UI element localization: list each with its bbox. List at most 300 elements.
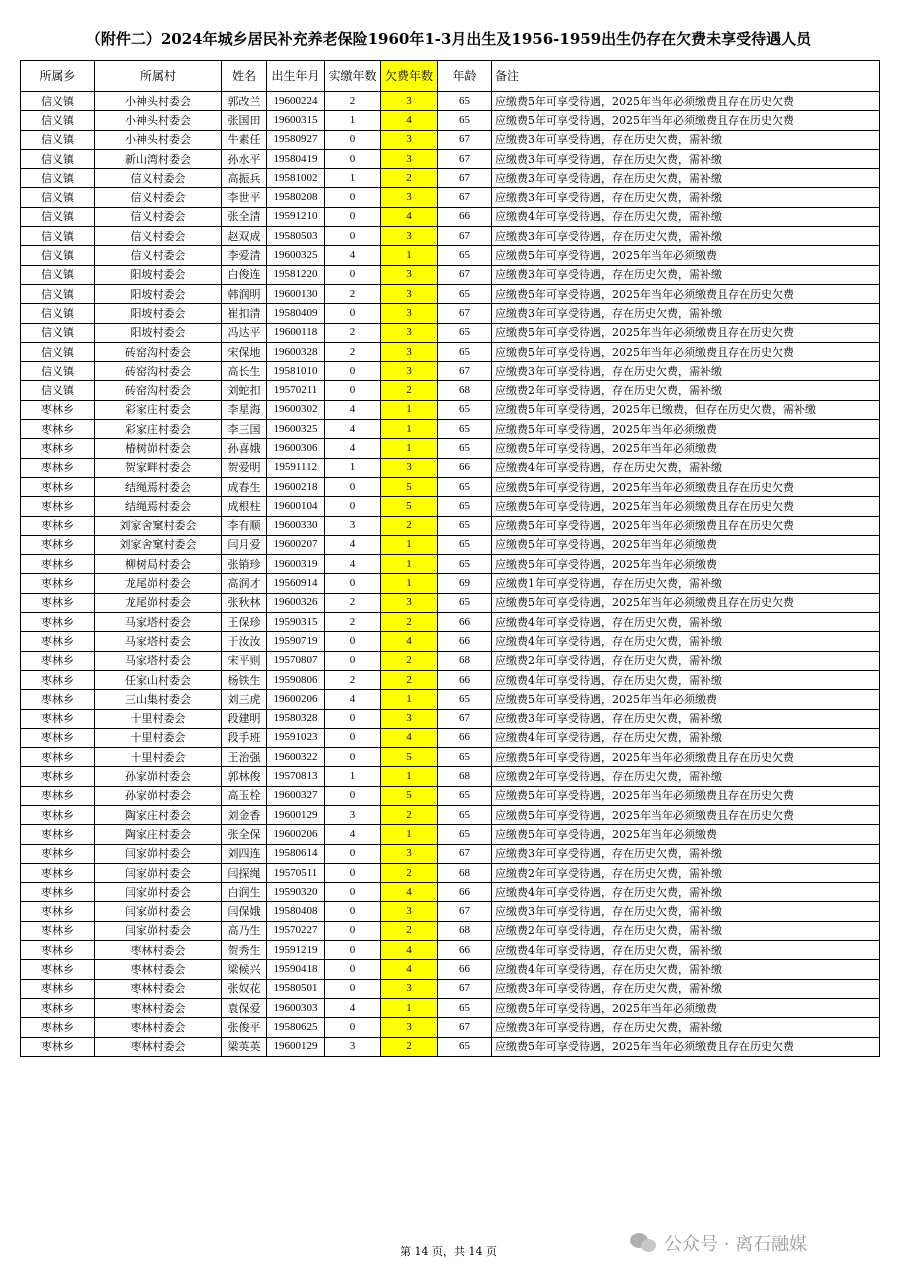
cell-village: 刘家舍窠村委会 [95,535,222,554]
cell-arrears-years: 3 [381,844,438,863]
cell-village: 阳坡村委会 [95,323,222,342]
cell-paid-years: 0 [325,265,381,284]
cell-village: 小神头村委会 [95,130,222,149]
cell-township: 信义镇 [21,246,95,265]
cell-age: 66 [438,670,492,689]
cell-township: 枣林乡 [21,786,95,805]
cell-township: 枣林乡 [21,728,95,747]
cell-arrears-years: 4 [381,632,438,651]
cell-village: 闫家峁村委会 [95,902,222,921]
cell-name: 梁英英 [222,1037,267,1056]
cell-age: 66 [438,207,492,226]
cell-name: 段手班 [222,728,267,747]
cell-age: 67 [438,304,492,323]
cell-name: 高振兵 [222,169,267,188]
cell-name: 高润才 [222,574,267,593]
cell-township: 枣林乡 [21,439,95,458]
cell-age: 65 [438,497,492,516]
cell-age: 66 [438,941,492,960]
table-row [21,342,880,361]
cell-arrears-years: 1 [381,246,438,265]
cell-paid-years: 0 [325,574,381,593]
cell-remarks: 应缴费3年可享受待遇，存在历史欠费，需补缴 [492,265,880,284]
cell-paid-years: 0 [325,941,381,960]
cell-paid-years: 4 [325,690,381,709]
cell-birth-date: 19580927 [267,130,325,149]
cell-village: 小神头村委会 [95,111,222,130]
table-row [21,439,880,458]
cell-township: 枣林乡 [21,805,95,824]
cell-birth-date: 19591219 [267,941,325,960]
table-header-row [21,61,880,92]
cell-age: 67 [438,130,492,149]
cell-name: 郭林俊 [222,767,267,786]
cell-name: 赵双成 [222,227,267,246]
cell-name: 宋平则 [222,651,267,670]
cell-birth-date: 19600129 [267,805,325,824]
cell-name: 刘四连 [222,844,267,863]
cell-age: 66 [438,632,492,651]
header-paid-years: 实缴年数 [325,61,381,92]
cell-age: 67 [438,902,492,921]
cell-name: 王保珍 [222,613,267,632]
header-remarks: 备注 [492,61,880,92]
cell-township: 枣林乡 [21,998,95,1017]
cell-remarks: 应缴费3年可享受待遇，存在历史欠费，需补缴 [492,227,880,246]
cell-remarks: 应缴费3年可享受待遇，存在历史欠费，需补缴 [492,130,880,149]
cell-name: 袁保爱 [222,998,267,1017]
cell-age: 65 [438,805,492,824]
cell-village: 任家山村委会 [95,670,222,689]
cell-name: 崔扣清 [222,304,267,323]
cell-birth-date: 19580419 [267,149,325,168]
watermark [630,1230,807,1256]
cell-village: 砖窑沟村委会 [95,362,222,381]
cell-birth-date: 19600326 [267,593,325,612]
table-row [21,651,880,670]
cell-arrears-years: 3 [381,458,438,477]
cell-township: 枣林乡 [21,844,95,863]
cell-birth-date: 19570813 [267,767,325,786]
cell-birth-date: 19581002 [267,169,325,188]
cell-arrears-years: 4 [381,883,438,902]
cell-paid-years: 0 [325,844,381,863]
cell-paid-years: 0 [325,130,381,149]
cell-age: 67 [438,709,492,728]
cell-village: 十里村委会 [95,728,222,747]
cell-village: 闫家峁村委会 [95,844,222,863]
cell-birth-date: 19570807 [267,651,325,670]
cell-arrears-years: 3 [381,342,438,361]
cell-arrears-years: 3 [381,284,438,303]
cell-name: 高长生 [222,362,267,381]
cell-paid-years: 2 [325,593,381,612]
header-township: 所属乡 [21,61,95,92]
cell-age: 65 [438,323,492,342]
cell-arrears-years: 1 [381,555,438,574]
cell-paid-years: 0 [325,883,381,902]
cell-arrears-years: 4 [381,728,438,747]
cell-birth-date: 19600207 [267,535,325,554]
cell-age: 65 [438,593,492,612]
table-row [21,381,880,400]
cell-paid-years: 0 [325,902,381,921]
table-row [21,284,880,303]
cell-village: 信义村委会 [95,246,222,265]
table-row [21,960,880,979]
cell-paid-years: 0 [325,960,381,979]
cell-remarks: 应缴费5年可享受待遇，2025年当年必须缴费且存在历史欠费 [492,497,880,516]
cell-township: 信义镇 [21,149,95,168]
cell-age: 68 [438,921,492,940]
cell-township: 信义镇 [21,188,95,207]
cell-paid-years: 0 [325,188,381,207]
cell-arrears-years: 2 [381,169,438,188]
cell-name: 杨铁生 [222,670,267,689]
table-row [21,574,880,593]
cell-township: 枣林乡 [21,767,95,786]
cell-remarks: 应缴费5年可享受待遇，2025年当年必须缴费且存在历史欠费 [492,748,880,767]
cell-birth-date: 19590315 [267,613,325,632]
cell-arrears-years: 2 [381,516,438,535]
cell-name: 张国田 [222,111,267,130]
cell-paid-years: 4 [325,998,381,1017]
cell-name: 贺爱明 [222,458,267,477]
cell-birth-date: 19570511 [267,863,325,882]
cell-village: 彩家庄村委会 [95,400,222,419]
cell-name: 李三国 [222,420,267,439]
cell-paid-years: 2 [325,342,381,361]
cell-age: 68 [438,863,492,882]
table-row [21,863,880,882]
arrears-table [20,60,880,1057]
cell-township: 信义镇 [21,169,95,188]
cell-birth-date: 19570211 [267,381,325,400]
cell-birth-date: 19600206 [267,825,325,844]
cell-name: 李爱清 [222,246,267,265]
cell-name: 孙水平 [222,149,267,168]
cell-birth-date: 19600130 [267,284,325,303]
cell-remarks: 应缴费5年可享受待遇，2025年当年必须缴费且存在历史欠费 [492,516,880,535]
cell-age: 65 [438,342,492,361]
cell-remarks: 应缴费4年可享受待遇，存在历史欠费，需补缴 [492,960,880,979]
table-row [21,111,880,130]
cell-remarks: 应缴费5年可享受待遇，2025年当年必须缴费 [492,825,880,844]
cell-name: 张奴花 [222,979,267,998]
cell-paid-years: 0 [325,362,381,381]
cell-village: 小神头村委会 [95,92,222,111]
cell-remarks: 应缴费3年可享受待遇，存在历史欠费，需补缴 [492,188,880,207]
cell-village: 十里村委会 [95,709,222,728]
cell-village: 彩家庄村委会 [95,420,222,439]
cell-remarks: 应缴费5年可享受待遇，2025年当年必须缴费且存在历史欠费 [492,92,880,111]
cell-arrears-years: 2 [381,921,438,940]
cell-village: 陶家庄村委会 [95,825,222,844]
cell-birth-date: 19581220 [267,265,325,284]
cell-arrears-years: 1 [381,690,438,709]
cell-village: 枣林村委会 [95,998,222,1017]
cell-age: 65 [438,555,492,574]
cell-paid-years: 2 [325,284,381,303]
cell-paid-years: 3 [325,1037,381,1056]
cell-age: 65 [438,1037,492,1056]
cell-arrears-years: 1 [381,439,438,458]
cell-arrears-years: 4 [381,941,438,960]
table-row [21,1018,880,1037]
cell-village: 阳坡村委会 [95,284,222,303]
cell-remarks: 应缴费5年可享受待遇，2025年当年必须缴费 [492,246,880,265]
cell-arrears-years: 3 [381,1018,438,1037]
cell-township: 枣林乡 [21,902,95,921]
cell-paid-years: 4 [325,535,381,554]
cell-arrears-years: 2 [381,613,438,632]
cell-village: 信义村委会 [95,207,222,226]
cell-paid-years: 4 [325,246,381,265]
cell-remarks: 应缴费4年可享受待遇，存在历史欠费，需补缴 [492,207,880,226]
cell-age: 66 [438,960,492,979]
cell-township: 枣林乡 [21,593,95,612]
cell-name: 张俊平 [222,1018,267,1037]
table-row [21,902,880,921]
cell-birth-date: 19560914 [267,574,325,593]
cell-arrears-years: 5 [381,748,438,767]
cell-name: 成根柱 [222,497,267,516]
cell-age: 67 [438,265,492,284]
cell-township: 枣林乡 [21,921,95,940]
cell-birth-date: 19580409 [267,304,325,323]
cell-name: 张秋林 [222,593,267,612]
cell-age: 66 [438,728,492,747]
cell-paid-years: 1 [325,169,381,188]
header-birth-date: 出生年月 [267,61,325,92]
cell-name: 李有顺 [222,516,267,535]
cell-name: 张全清 [222,207,267,226]
cell-remarks: 应缴费3年可享受待遇，存在历史欠费，需补缴 [492,844,880,863]
table-row [21,188,880,207]
cell-paid-years: 0 [325,477,381,496]
cell-name: 刘蛇扣 [222,381,267,400]
cell-paid-years: 2 [325,670,381,689]
cell-township: 枣林乡 [21,535,95,554]
cell-township: 枣林乡 [21,941,95,960]
cell-arrears-years: 3 [381,323,438,342]
cell-village: 闫家峁村委会 [95,883,222,902]
cell-birth-date: 19600206 [267,690,325,709]
cell-age: 65 [438,748,492,767]
cell-name: 闫月爱 [222,535,267,554]
cell-paid-years: 0 [325,786,381,805]
cell-arrears-years: 4 [381,207,438,226]
cell-township: 信义镇 [21,207,95,226]
table-row [21,709,880,728]
cell-name: 白润生 [222,883,267,902]
cell-birth-date: 19600330 [267,516,325,535]
cell-birth-date: 19591210 [267,207,325,226]
cell-township: 枣林乡 [21,477,95,496]
cell-arrears-years: 3 [381,902,438,921]
table-row [21,362,880,381]
cell-village: 阳坡村委会 [95,304,222,323]
cell-birth-date: 19600129 [267,1037,325,1056]
cell-township: 枣林乡 [21,690,95,709]
cell-age: 65 [438,998,492,1017]
header-age: 年龄 [438,61,492,92]
cell-village: 枣林村委会 [95,979,222,998]
cell-age: 65 [438,825,492,844]
cell-name: 王治强 [222,748,267,767]
cell-township: 枣林乡 [21,748,95,767]
cell-arrears-years: 2 [381,805,438,824]
cell-township: 枣林乡 [21,883,95,902]
cell-age: 67 [438,169,492,188]
cell-village: 刘家舍窠村委会 [95,516,222,535]
cell-township: 信义镇 [21,130,95,149]
table-row [21,1037,880,1056]
cell-arrears-years: 2 [381,381,438,400]
table-row [21,169,880,188]
cell-age: 65 [438,284,492,303]
cell-remarks: 应缴费3年可享受待遇，存在历史欠费，需补缴 [492,304,880,323]
cell-remarks: 应缴费3年可享受待遇，存在历史欠费，需补缴 [492,169,880,188]
cell-arrears-years: 5 [381,786,438,805]
cell-birth-date: 19600322 [267,748,325,767]
cell-name: 刘金香 [222,805,267,824]
cell-arrears-years: 3 [381,227,438,246]
cell-name: 高乃生 [222,921,267,940]
cell-age: 68 [438,381,492,400]
table-row [21,593,880,612]
cell-village: 闫家峁村委会 [95,863,222,882]
cell-birth-date: 19580408 [267,902,325,921]
cell-birth-date: 19590418 [267,960,325,979]
table-row [21,883,880,902]
table-row [21,477,880,496]
cell-name: 成春生 [222,477,267,496]
cell-age: 66 [438,613,492,632]
cell-township: 枣林乡 [21,632,95,651]
cell-name: 李世平 [222,188,267,207]
cell-birth-date: 19591112 [267,458,325,477]
cell-paid-years: 0 [325,381,381,400]
cell-age: 65 [438,400,492,419]
cell-remarks: 应缴费3年可享受待遇，存在历史欠费，需补缴 [492,902,880,921]
cell-paid-years: 0 [325,863,381,882]
table-row [21,690,880,709]
cell-remarks: 应缴费5年可享受待遇，2025年当年必须缴费 [492,420,880,439]
table-row [21,941,880,960]
cell-name: 白俊连 [222,265,267,284]
cell-paid-years: 0 [325,979,381,998]
table-row [21,420,880,439]
cell-village: 结绳焉村委会 [95,497,222,516]
cell-township: 信义镇 [21,304,95,323]
cell-village: 闫家峁村委会 [95,921,222,940]
table-row [21,400,880,419]
cell-remarks: 应缴费4年可享受待遇，存在历史欠费，需补缴 [492,458,880,477]
cell-name: 闫保娥 [222,902,267,921]
cell-age: 68 [438,651,492,670]
cell-remarks: 应缴费3年可享受待遇，存在历史欠费，需补缴 [492,149,880,168]
cell-birth-date: 19600224 [267,92,325,111]
cell-remarks: 应缴费2年可享受待遇，存在历史欠费，需补缴 [492,381,880,400]
cell-paid-years: 1 [325,458,381,477]
cell-village: 结绳焉村委会 [95,477,222,496]
table-row [21,323,880,342]
cell-township: 枣林乡 [21,979,95,998]
cell-age: 67 [438,1018,492,1037]
cell-township: 信义镇 [21,381,95,400]
cell-age: 65 [438,786,492,805]
cell-township: 枣林乡 [21,1018,95,1037]
cell-village: 贺家畔村委会 [95,458,222,477]
cell-birth-date: 19580614 [267,844,325,863]
cell-paid-years: 0 [325,227,381,246]
table-row [21,497,880,516]
cell-paid-years: 0 [325,748,381,767]
cell-township: 枣林乡 [21,555,95,574]
table-row [21,92,880,111]
table-body [21,92,880,1057]
cell-arrears-years: 3 [381,188,438,207]
cell-birth-date: 19580208 [267,188,325,207]
cell-village: 马家塔村委会 [95,613,222,632]
cell-paid-years: 0 [325,651,381,670]
cell-remarks: 应缴费2年可享受待遇，存在历史欠费，需补缴 [492,863,880,882]
cell-remarks: 应缴费4年可享受待遇，存在历史欠费，需补缴 [492,728,880,747]
cell-paid-years: 3 [325,805,381,824]
cell-arrears-years: 3 [381,149,438,168]
cell-age: 65 [438,246,492,265]
cell-paid-years: 0 [325,921,381,940]
cell-remarks: 应缴费5年可享受待遇，2025年当年必须缴费 [492,998,880,1017]
cell-arrears-years: 3 [381,979,438,998]
cell-paid-years: 0 [325,304,381,323]
cell-arrears-years: 3 [381,709,438,728]
cell-name: 郭改兰 [222,92,267,111]
cell-remarks: 应缴费5年可享受待遇，2025年当年必须缴费 [492,690,880,709]
cell-remarks: 应缴费5年可享受待遇，2025年当年必须缴费且存在历史欠费 [492,786,880,805]
cell-birth-date: 19600302 [267,400,325,419]
cell-paid-years: 0 [325,149,381,168]
cell-remarks: 应缴费2年可享受待遇，存在历史欠费，需补缴 [492,921,880,940]
cell-remarks: 应缴费4年可享受待遇，存在历史欠费，需补缴 [492,670,880,689]
table-row [21,555,880,574]
cell-remarks: 应缴费5年可享受待遇，2025年当年必须缴费且存在历史欠费 [492,111,880,130]
cell-birth-date: 19590719 [267,632,325,651]
cell-age: 68 [438,767,492,786]
table-row [21,979,880,998]
cell-name: 李星海 [222,400,267,419]
cell-arrears-years: 4 [381,111,438,130]
table-row [21,632,880,651]
cell-paid-years: 4 [325,400,381,419]
cell-remarks: 应缴费5年可享受待遇，2025年当年必须缴费且存在历史欠费 [492,323,880,342]
table-row [21,516,880,535]
cell-paid-years: 2 [325,92,381,111]
cell-name: 张全保 [222,825,267,844]
cell-age: 65 [438,92,492,111]
cell-arrears-years: 3 [381,265,438,284]
cell-village: 马家塔村委会 [95,651,222,670]
cell-township: 枣林乡 [21,863,95,882]
cell-paid-years: 3 [325,516,381,535]
cell-township: 信义镇 [21,227,95,246]
cell-paid-years: 4 [325,420,381,439]
cell-paid-years: 4 [325,439,381,458]
cell-township: 枣林乡 [21,825,95,844]
cell-age: 69 [438,574,492,593]
table-row [21,613,880,632]
